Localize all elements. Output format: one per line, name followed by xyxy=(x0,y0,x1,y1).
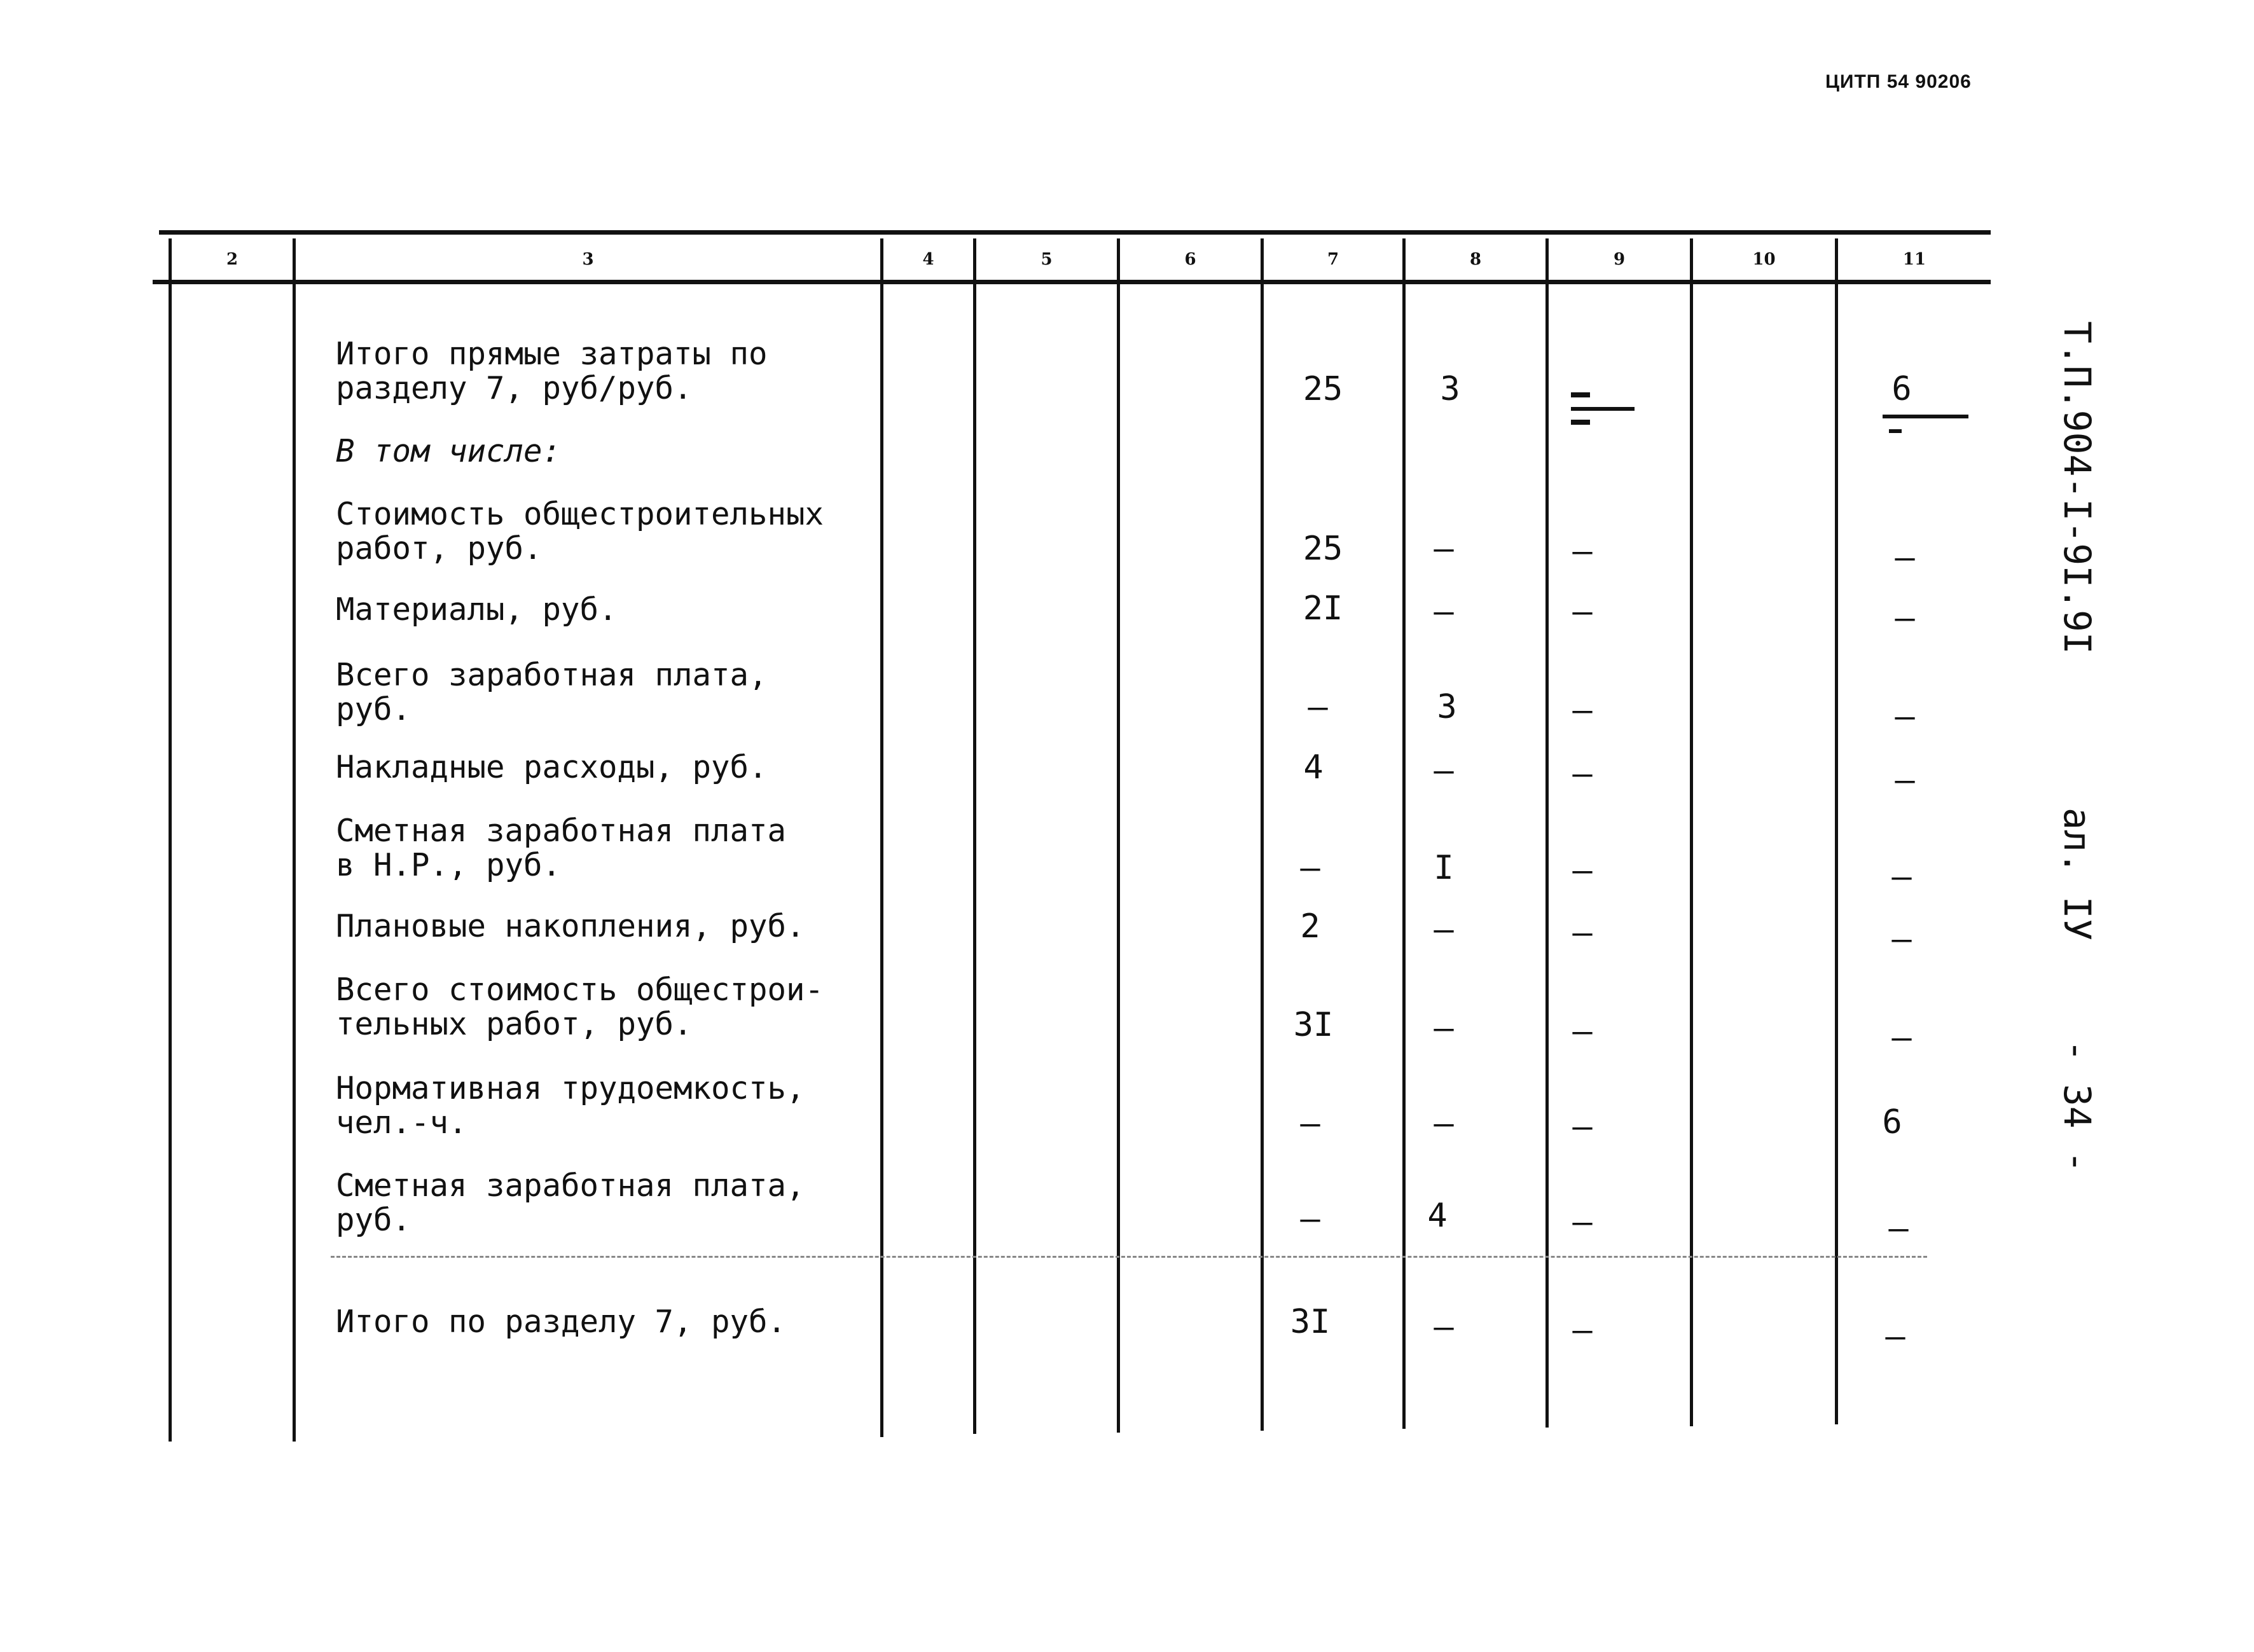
col-header-2: 2 xyxy=(226,250,239,269)
dotted-separator xyxy=(331,1256,1927,1258)
cell-c8: – xyxy=(1434,1009,1454,1047)
col-header-5: 5 xyxy=(1041,250,1053,269)
cell-c11: – xyxy=(1895,599,1915,637)
col-header-3: 3 xyxy=(582,250,594,269)
top-rule xyxy=(159,230,1991,235)
col-line-4 xyxy=(973,238,976,1434)
cell-c9: – xyxy=(1572,914,1593,952)
cell-c7: 2I xyxy=(1303,589,1343,628)
cell-c9: – xyxy=(1572,1311,1593,1349)
cell-c11: – xyxy=(1891,858,1912,896)
cell-c7: – xyxy=(1300,1105,1320,1143)
cell-c11: – xyxy=(1885,1318,1905,1356)
col-line-2 xyxy=(293,238,296,1442)
row-label: Плановые накопления, руб. xyxy=(336,908,805,944)
cell-c9: – xyxy=(1572,1203,1593,1241)
row-label: Нормативная трудоемкость, чел.-ч. xyxy=(336,1070,805,1141)
cell-c11: – xyxy=(1895,698,1915,736)
col-header-11: 11 xyxy=(1902,250,1926,269)
col-line-10 xyxy=(1835,238,1838,1424)
cell-c8: 4 xyxy=(1427,1197,1448,1235)
col-line-6 xyxy=(1261,238,1264,1431)
row-label: Итого прямые затраты по разделу 7, руб/руб. xyxy=(336,336,768,406)
row-label: Накладные расходы, руб. xyxy=(336,749,768,785)
cell-c11: – xyxy=(1895,539,1915,577)
album-number: ал. IУ xyxy=(2056,808,2099,941)
cell-c11: – xyxy=(1888,1209,1909,1248)
cell-c8: – xyxy=(1434,593,1454,631)
cell-c8: 3 xyxy=(1440,370,1460,408)
cell-c9: – xyxy=(1572,755,1593,793)
cell-c7: – xyxy=(1308,688,1328,726)
cell-c9: – xyxy=(1572,532,1593,570)
cell-c7: 3I xyxy=(1290,1303,1331,1341)
cell-c9: – xyxy=(1572,1108,1593,1146)
page-number: - 34 - xyxy=(2056,1040,2099,1173)
cell-c9: – xyxy=(1572,851,1593,890)
col-header-8: 8 xyxy=(1469,250,1482,269)
cell-c7: 4 xyxy=(1303,748,1324,787)
col-header-9: 9 xyxy=(1613,250,1626,269)
cell-c9: – xyxy=(1572,691,1593,729)
cell-c11: – xyxy=(1895,761,1915,799)
row-label: Всего заработная плата, руб. xyxy=(336,657,768,727)
col-header-7: 7 xyxy=(1327,250,1339,269)
row-label: Стоимость общестроительных работ, руб. xyxy=(336,496,824,567)
col-header-6: 6 xyxy=(1184,250,1196,269)
col-line-5 xyxy=(1117,238,1120,1433)
col-header-4: 4 xyxy=(922,250,934,269)
document-code: ЦИТП 54 90206 xyxy=(1825,71,1972,92)
col-line-left xyxy=(169,238,172,1442)
col-line-8 xyxy=(1545,238,1549,1428)
col-line-9 xyxy=(1690,238,1693,1426)
cell-c7: 25 xyxy=(1303,530,1343,568)
cell-c7: 2 xyxy=(1300,907,1320,946)
row-label: Материалы, руб. xyxy=(336,591,618,628)
cell-c8: – xyxy=(1434,1308,1454,1346)
cell-c9: – xyxy=(1572,593,1593,631)
cell-c11: – xyxy=(1891,920,1912,958)
cell-c8: – xyxy=(1434,911,1454,949)
row-label: В том числе: xyxy=(336,433,562,469)
row-label: Итого по разделу 7, руб. xyxy=(336,1304,787,1340)
cell-c7: – xyxy=(1300,849,1320,887)
cell-c9: – xyxy=(1572,1012,1593,1050)
cell-c8: – xyxy=(1434,530,1454,568)
document-designation: Т.П.904-I-9I.9I xyxy=(2056,321,2099,654)
cell-c7: 3I xyxy=(1293,1006,1334,1044)
cell-c8: – xyxy=(1434,1105,1454,1143)
cell-c8: 3 xyxy=(1437,688,1457,726)
row-label: Всего стоимость общестрои- тельных работ, руб. xyxy=(336,972,824,1042)
cell-c7: 25 xyxy=(1303,370,1343,408)
cell-c7: – xyxy=(1300,1200,1320,1238)
header-rule xyxy=(153,280,1991,284)
col-header-10: 10 xyxy=(1752,250,1776,269)
cell-c11: 6 xyxy=(1882,1103,1902,1141)
cell-c11: – xyxy=(1891,1019,1912,1057)
col-line-7 xyxy=(1402,238,1406,1429)
cell-c8: – xyxy=(1434,752,1454,790)
cell-c8: I xyxy=(1434,849,1454,887)
row-label: Сметная заработная плата в Н.Р., руб. xyxy=(336,813,787,883)
row-label: Сметная заработная плата, руб. xyxy=(336,1167,805,1238)
